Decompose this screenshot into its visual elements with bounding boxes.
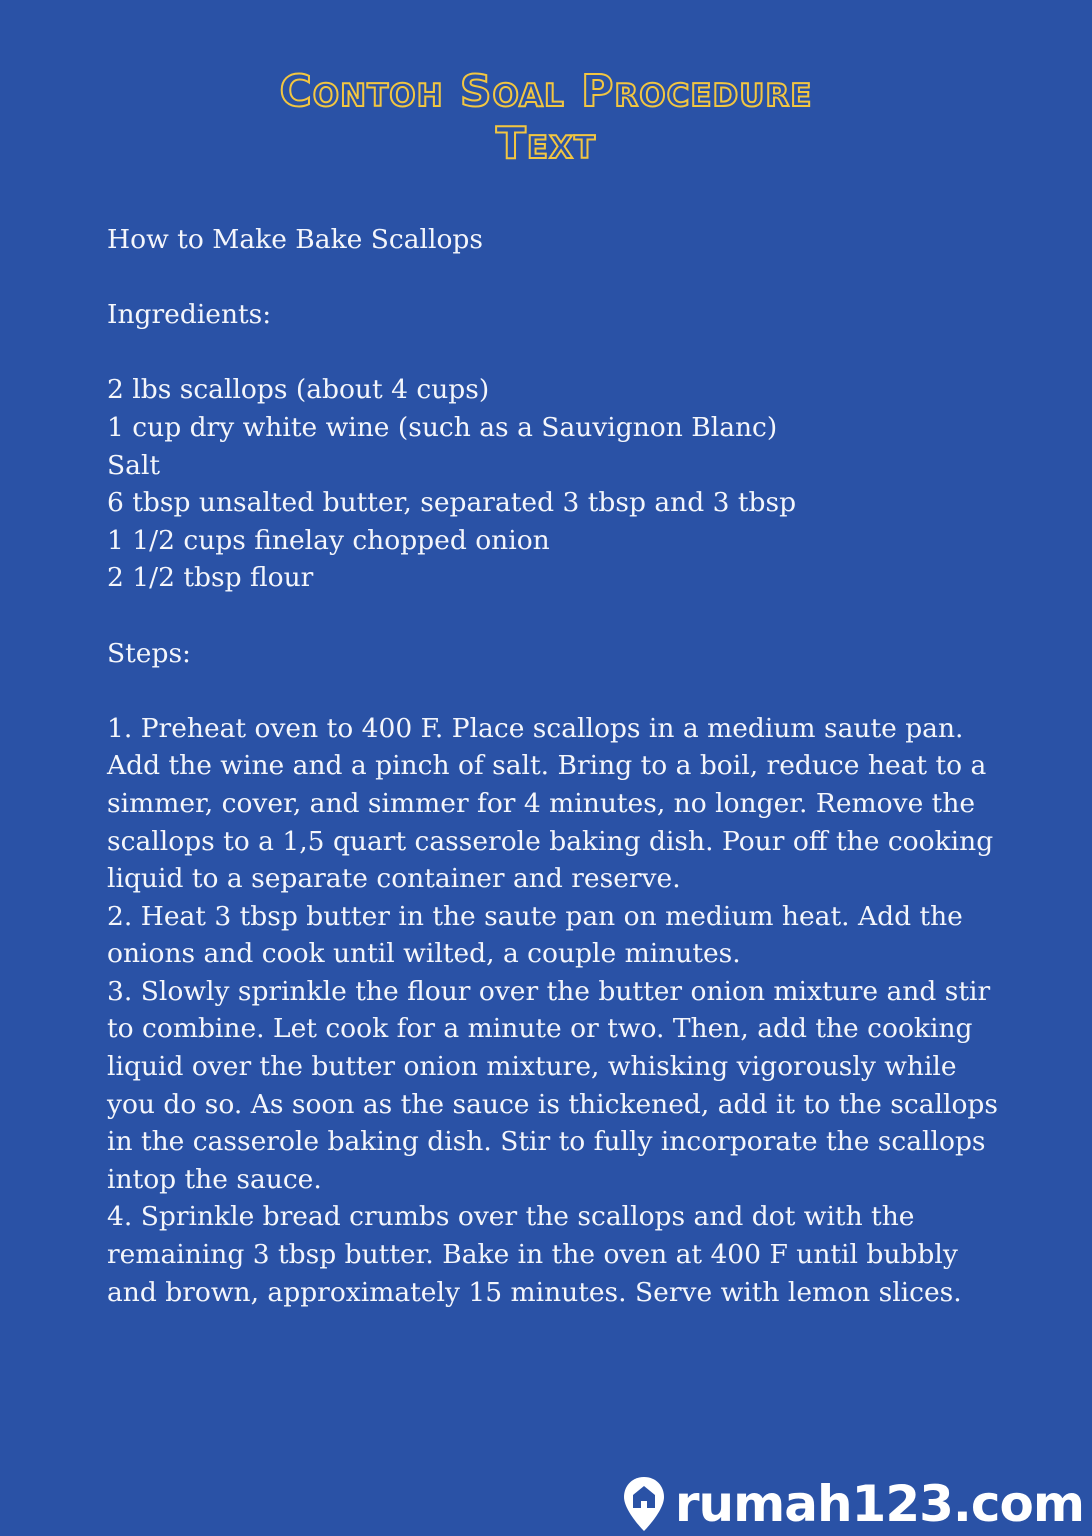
ingredient-item: 6 tbsp unsalted butter, separated 3 tbsp and 3 tbsp <box>107 487 797 519</box>
house-pin-icon <box>621 1475 667 1533</box>
steps-heading: Steps: <box>107 637 191 669</box>
brand-logo <box>621 1474 1084 1534</box>
step-line: you do so. As soon as the sauce is thickened, add it to the scallops <box>107 1088 998 1120</box>
step-line: 4. Sprinkle bread crumbs over the scallops and dot with the <box>107 1201 915 1233</box>
step-line: onions and cook until wilted, a couple minutes. <box>107 938 741 970</box>
spacer <box>107 259 1007 297</box>
step-line: Add the wine and a pinch of salt. Bring to a boil, reduce heat to a <box>107 750 987 782</box>
spacer <box>107 597 1007 635</box>
step-line: in the casserole baking dish. Stir to fully incorporate the scallops <box>107 1126 986 1158</box>
step-line: 3. Slowly sprinkle the flour over the butter onion mixture and stir <box>107 975 991 1007</box>
recipe-name: How to Make Bake Scallops <box>107 224 483 255</box>
step-line: liquid to a separate container and reserve. <box>107 863 681 895</box>
ingredients-list <box>107 371 1007 597</box>
brand-text: rumah123.com <box>674 1475 1084 1533</box>
ingredients-heading: Ingredients: <box>107 299 272 331</box>
spacer <box>107 334 1007 372</box>
page-title-line-1: Contoh Soal Procedure <box>279 66 813 117</box>
step-line: to combine. Let cook for a minute or two. Then, add the cooking <box>107 1013 973 1045</box>
ingredient-item: 2 lbs scallops (about 4 cups) <box>107 374 490 406</box>
steps-list <box>107 710 1007 1312</box>
page-title <box>0 66 1092 170</box>
step-line: liquid over the butter onion mixture, whisking vigorously while <box>107 1051 957 1083</box>
step-line: 1. Preheat oven to 400 F. Place scallops in a medium saute pan. <box>107 712 964 744</box>
ingredient-item: 1 1/2 cups finelay chopped onion <box>107 524 550 556</box>
recipe-content <box>107 221 1007 1311</box>
step-line: 2. Heat 3 tbsp butter in the saute pan on medium heat. Add the <box>107 900 963 932</box>
step-line: remaining 3 tbsp butter. Bake in the oven at 400 F until bubbly <box>107 1239 958 1271</box>
ingredient-item: Salt <box>107 449 161 481</box>
step-line: simmer, cover, and simmer for 4 minutes, no longer. Remove the <box>107 787 976 819</box>
ingredient-item: 2 1/2 tbsp flour <box>107 562 314 594</box>
step-line: scallops to a 1,5 quart casserole baking dish. Pour off the cooking <box>107 825 994 857</box>
ingredient-item: 1 cup dry white wine (such as a Sauvignon Blanc) <box>107 411 778 443</box>
spacer <box>107 672 1007 710</box>
step-line: intop the sauce. <box>107 1163 322 1195</box>
page-title-line-2: Text <box>495 118 597 169</box>
step-line: and brown, approximately 15 minutes. Serve with lemon slices. <box>107 1276 962 1308</box>
